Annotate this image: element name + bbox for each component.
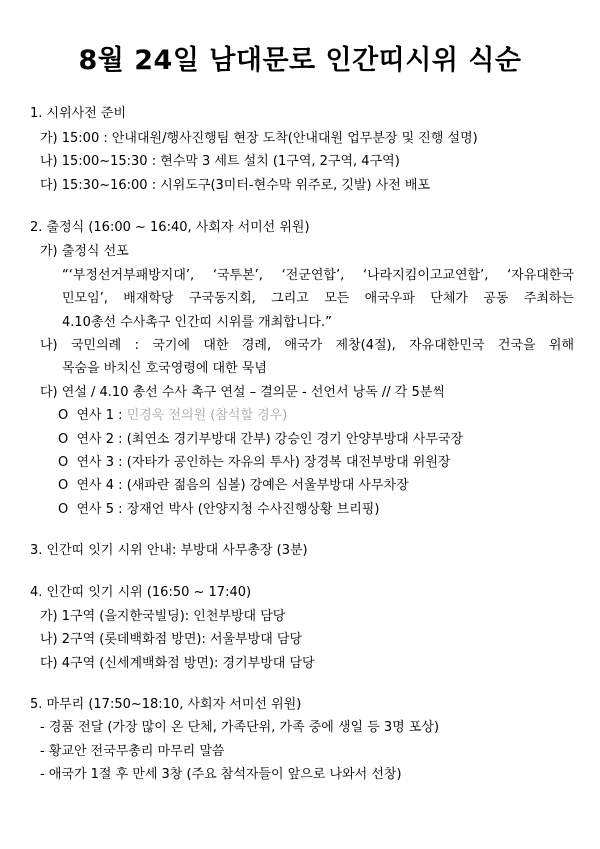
s5-item-2: - 황교안 전국무총리 마무리 말씀 (40, 744, 225, 759)
speaker-item (58, 478, 409, 494)
s2-item-na-line-1: 나) 국민의례 : 국기에 대한 경례, 애국가 제창(4절), 자유대한민국 건국을 위해 (40, 338, 574, 353)
bullet-mark: O (58, 478, 69, 493)
speaker-item (58, 455, 450, 471)
s5-item-1: - 경품 전달 (가장 많이 온 단체, 가족단위, 가족 중에 생일 등 3명 포상) (40, 720, 440, 735)
s5-item-3: - 애국가 1절 후 만세 3창 (주요 참석자들이 앞으로 나와서 선창) (40, 767, 402, 782)
speaker-text: (자타가 공인하는 자유의 투사) 장경복 대전부방대 위원장 (126, 455, 451, 470)
section-3-heading: 3. 인간띠 잇기 시위 안내: 부방대 사무총장 (3분) (30, 543, 308, 558)
section-5-heading: 5. 마무리 (17:50~18:10, 사회자 서미선 위원) (30, 697, 302, 712)
s4-item-ga: 가) 1구역 (을지한국빌딩): 인천부방대 담당 (40, 609, 286, 624)
declaration-line-1: “‘부정선거부패방지대’, ‘국투본’, ‘전군연합’, ‘나라지킴이고교연합’, ‘자유대한국 (62, 268, 574, 283)
speaker-text: 민경욱 전의원 (참석할 경우) (126, 408, 288, 423)
speaker-text: (새파란 젊음의 심볼) 강예은 서울부방대 사무차장 (126, 478, 409, 493)
bullet-mark: O (58, 455, 69, 470)
speaker-item (58, 408, 287, 424)
speaker-item (58, 502, 379, 518)
speaker-label: 연사 4 : (76, 478, 123, 493)
speaker-item (58, 432, 463, 448)
speaker-text: 장재언 박사 (안양지청 수사진행상황 브리핑) (126, 502, 380, 517)
s1-item-da: 다) 15:30~16:00 : 시위도구(3미터-현수막 위주로, 깃발) 사전 배포 (40, 178, 431, 193)
speaker-label: 연사 3 : (76, 455, 123, 470)
bullet-mark: O (58, 408, 69, 423)
s4-item-da: 다) 4구역 (신세계백화점 방면): 경기부방대 담당 (40, 656, 315, 671)
document-title: 8월 24일 남대문로 인간띠시위 식순 (78, 45, 522, 76)
s2-item-ga: 가) 출정식 선포 (40, 244, 129, 259)
speaker-label: 연사 2 : (76, 432, 123, 447)
s2-item-na-line-2: 목숨을 바치신 호국영령에 대한 묵념 (62, 361, 267, 376)
s2-item-da: 다) 연설 / 4.10 총선 수사 촉구 연설 – 결의문 - 선언서 낭독 // 각 5분씩 (40, 385, 445, 400)
speaker-text: (최연소 경기부방대 간부) 강승인 경기 안양부방대 사무국장 (126, 432, 464, 447)
bullet-mark: O (58, 502, 69, 517)
section-1-heading: 1. 시위사전 준비 (30, 106, 127, 121)
section-4-heading: 4. 인간띠 잇기 시위 (16:50 ~ 17:40) (30, 585, 252, 600)
s1-item-ga: 가) 15:00 : 안내대원/행사진행팀 현장 도착(안내대원 업무분장 및 진행 설명) (40, 131, 478, 146)
bullet-mark: O (58, 432, 69, 447)
declaration-line-2: 민모임’, 배재학당 구국동지회, 그리고 모든 애국우파 단체가 공동 주최하는 (62, 291, 574, 306)
declaration-line-3: 4.10총선 수사촉구 인간띠 시위를 개최합니다.” (62, 315, 332, 330)
section-2-heading: 2. 출정식 (16:00 ~ 16:40, 사회자 서미선 위원) (30, 220, 310, 235)
speaker-label: 연사 1 : (76, 408, 123, 423)
s1-item-na: 나) 15:00~15:30 : 현수막 3 세트 설치 (1구역, 2구역, 4구역) (40, 154, 400, 169)
s4-item-na: 나) 2구역 (롯데백화점 방면): 서울부방대 담당 (40, 632, 303, 647)
speaker-label: 연사 5 : (76, 502, 123, 517)
